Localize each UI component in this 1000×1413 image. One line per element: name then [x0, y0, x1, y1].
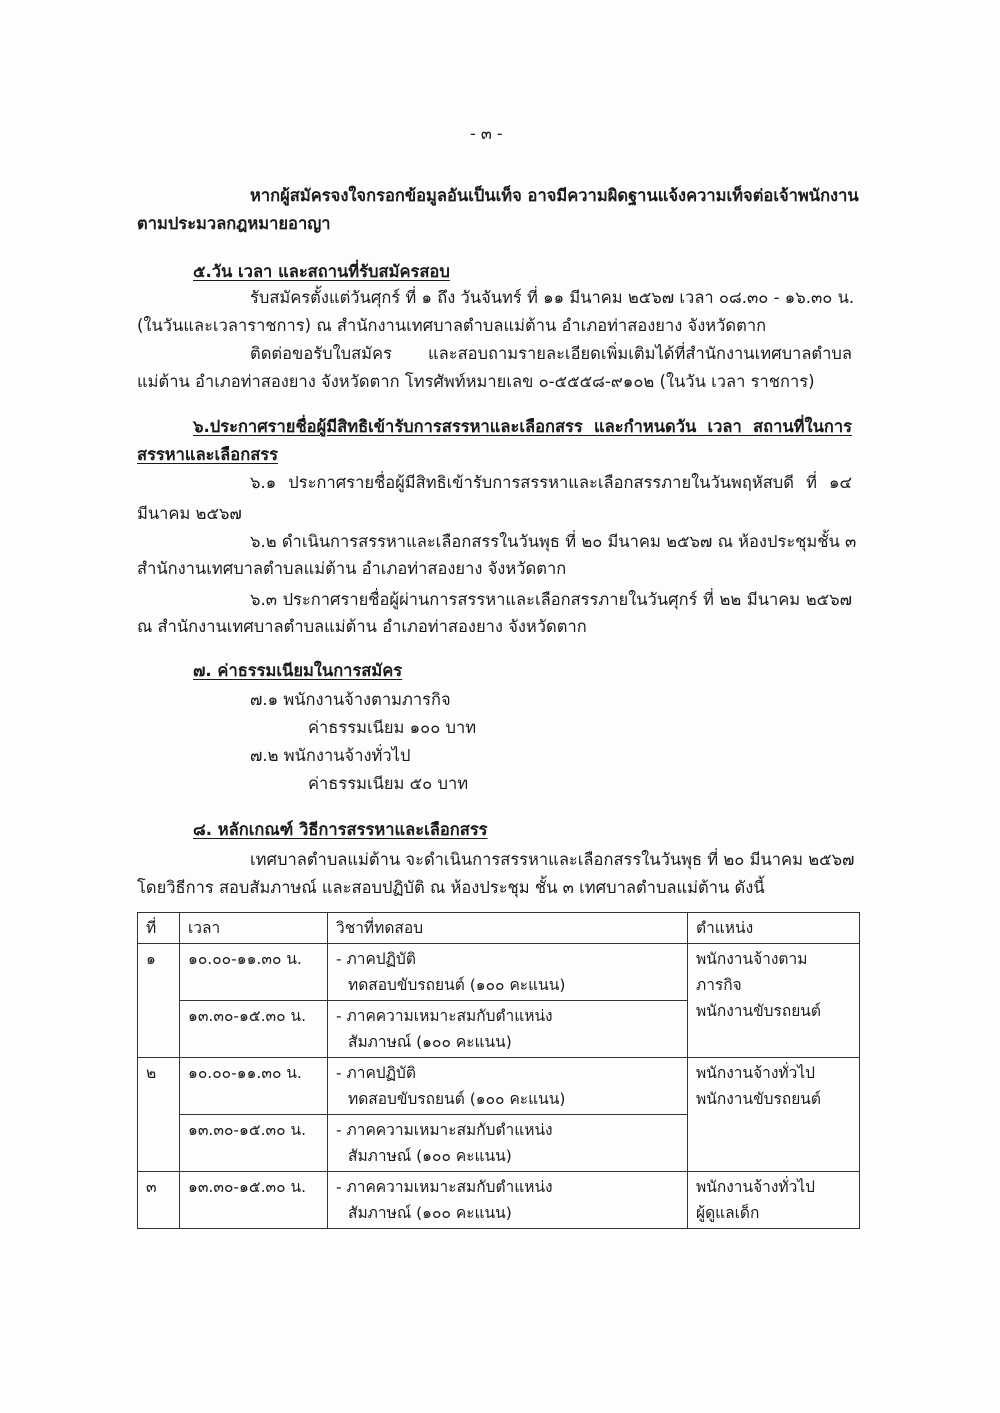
- test-subject: [328, 1058, 688, 1115]
- position-title: พนักงานขับรถยนต์: [696, 1002, 821, 1020]
- page-number: - ๓ -: [470, 124, 503, 143]
- subject-type: - ภาคความเหมาะสมกับตำแหน่ง: [336, 1121, 553, 1139]
- section-7-heading: ๗. ค่าธรรมเนียมในการสมัคร: [193, 661, 403, 680]
- section-8-p-line-1: เทศบาลตำบลแม่ต้าน จะดำเนินการสรรหาและเลือกสรรในวันพุธ ที่ ๒๐ มีนาคม ๒๕๖๗: [250, 850, 855, 869]
- position-title: พนักงานขับรถยนต์: [696, 1090, 821, 1108]
- warning-line-2: ตามประมวลกฎหมายอาญา: [137, 214, 331, 233]
- subject-detail: สัมภาษณ์ (๑๐๐ คะแนน): [348, 1033, 512, 1051]
- subject-detail: ทดสอบขับรถยนต์ (๑๐๐ คะแนน): [348, 1090, 566, 1108]
- fee-item-2-label: ๗.๒ พนักงานจ้างทั่วไป: [250, 746, 411, 765]
- subject-type: - ภาคปฏิบัติ: [336, 950, 416, 968]
- row-number: ๒: [138, 1058, 180, 1172]
- test-time: ๑๐.๐๐-๑๑.๓๐ น.: [180, 1058, 328, 1115]
- position-cell: [688, 1172, 860, 1229]
- subject-detail: สัมภาษณ์ (๑๐๐ คะแนน): [348, 1147, 512, 1165]
- schedule-table: [137, 912, 860, 1229]
- section-6-item-1-line-2: มีนาคม ๒๕๖๗: [137, 504, 242, 523]
- subject-detail: สัมภาษณ์ (๑๐๐ คะแนน): [348, 1204, 512, 1222]
- section-5-p2-line-2: แม่ต้าน อำเภอท่าสองยาง จังหวัดตาก โทรศัพท์หมายเลข ๐-๕๕๕๘-๙๑๐๒ (ในวัน เวลา ราชการ): [137, 372, 815, 391]
- section-6-heading-line-1: ๖.ประกาศรายชื่อผู้มีสิทธิเข้ารับการสรรหาและเลือกสรร และกำหนดวัน เวลา สถานที่ในการ: [193, 417, 852, 436]
- position-title: ผู้ดูแลเด็ก: [696, 1204, 760, 1222]
- position-cell: [688, 944, 860, 1058]
- position-cell: [688, 1058, 860, 1172]
- row-number: ๑: [138, 944, 180, 1058]
- header-no: ที่: [138, 913, 180, 944]
- section-6-item-2-line-2: สำนักงานเทศบาลตำบลแม่ต้าน อำเภอท่าสองยาง จังหวัดตาก: [137, 559, 567, 578]
- section-8-heading: ๘. หลักเกณฑ์ วิธีการสรรหาและเลือกสรร: [193, 820, 488, 839]
- table-row: [138, 1058, 860, 1115]
- subject-detail: ทดสอบขับรถยนต์ (๑๐๐ คะแนน): [348, 976, 566, 994]
- section-6-item-2-line-1: ๖.๒ ดำเนินการสรรหาและเลือกสรรในวันพุธ ที่ ๒๐ มีนาคม ๒๕๖๗ ณ ห้องประชุมชั้น ๓: [250, 532, 857, 551]
- header-position: ตำแหน่ง: [688, 913, 860, 944]
- table-row: [138, 1172, 860, 1229]
- position-type: พนักงานจ้างตามภารกิจ: [696, 950, 808, 994]
- test-time: ๑๓.๓๐-๑๕.๓๐ น.: [180, 1115, 328, 1172]
- table-row: [138, 944, 860, 1001]
- section-5-p2-line-1: ติดต่อขอรับใบสมัคร และสอบถามรายละเอียดเพิ่มเติมได้ที่สำนักงานเทศบาลตำบล: [250, 344, 852, 363]
- section-5-heading: ๕.วัน เวลา และสถานที่รับสมัครสอบ: [193, 262, 450, 281]
- fee-item-1-amount: ค่าธรรมเนียม ๑๐๐ บาท: [308, 718, 477, 737]
- section-6-item-3-line-1: ๖.๓ ประกาศรายชื่อผู้ผ่านการสรรหาและเลือกสรรภายในวันศุกร์ ที่ ๒๒ มีนาคม ๒๕๖๗: [250, 590, 852, 609]
- test-subject: [328, 1001, 688, 1058]
- section-6-item-1-line-1: ๖.๑ ประกาศรายชื่อผู้มีสิทธิเข้ารับการสรรหาและเลือกสรรภายในวันพฤหัสบดี ที่ ๑๔: [250, 473, 852, 492]
- section-5-p1-line-2: (ในวันและเวลาราชการ) ณ สำนักงานเทศบาลตำบลแม่ต้าน อำเภอท่าสองยาง จังหวัดตาก: [137, 316, 767, 335]
- fee-item-1-label: ๗.๑ พนักงานจ้างตามภารกิจ: [250, 690, 451, 709]
- row-number: ๓: [138, 1172, 180, 1229]
- subject-type: - ภาคความเหมาะสมกับตำแหน่ง: [336, 1178, 553, 1196]
- test-subject: [328, 1115, 688, 1172]
- section-6-heading-line-2: สรรหาและเลือกสรร: [137, 445, 278, 464]
- header-time: เวลา: [180, 913, 328, 944]
- section-6-item-3-line-2: ณ สำนักงานเทศบาลตำบลแม่ต้าน อำเภอท่าสองยาง จังหวัดตาก: [137, 617, 587, 636]
- header-subject: วิชาที่ทดสอบ: [328, 913, 688, 944]
- subject-type: - ภาคปฏิบัติ: [336, 1064, 416, 1082]
- test-time: ๑๓.๓๐-๑๕.๓๐ น.: [180, 1001, 328, 1058]
- section-8-p-line-2: โดยวิธีการ สอบสัมภาษณ์ และสอบปฏิบัติ ณ ห้องประชุม ชั้น ๓ เทศบาลตำบลแม่ต้าน ดังนี้: [137, 878, 765, 897]
- test-time: ๑๐.๐๐-๑๑.๓๐ น.: [180, 944, 328, 1001]
- warning-line-1: หากผู้สมัครจงใจกรอกข้อมูลอันเป็นเท็จ อาจมีความผิดฐานแจ้งความเท็จต่อเจ้าพนักงาน: [250, 186, 859, 205]
- subject-type: - ภาคความเหมาะสมกับตำแหน่ง: [336, 1007, 553, 1025]
- table-header-row: [138, 913, 860, 944]
- fee-item-2-amount: ค่าธรรมเนียม ๕๐ บาท: [308, 774, 469, 793]
- test-subject: [328, 944, 688, 1001]
- position-type: พนักงานจ้างทั่วไป: [696, 1178, 815, 1196]
- test-time: ๑๓.๓๐-๑๕.๓๐ น.: [180, 1172, 328, 1229]
- section-5-p1-line-1: รับสมัครตั้งแต่วันศุกร์ ที่ ๑ ถึง วันจันทร์ ที่ ๑๑ มีนาคม ๒๕๖๗ เวลา ๐๘.๓๐ - ๑๖.๓๐ น.: [250, 288, 855, 307]
- position-type: พนักงานจ้างทั่วไป: [696, 1064, 815, 1082]
- test-subject: [328, 1172, 688, 1229]
